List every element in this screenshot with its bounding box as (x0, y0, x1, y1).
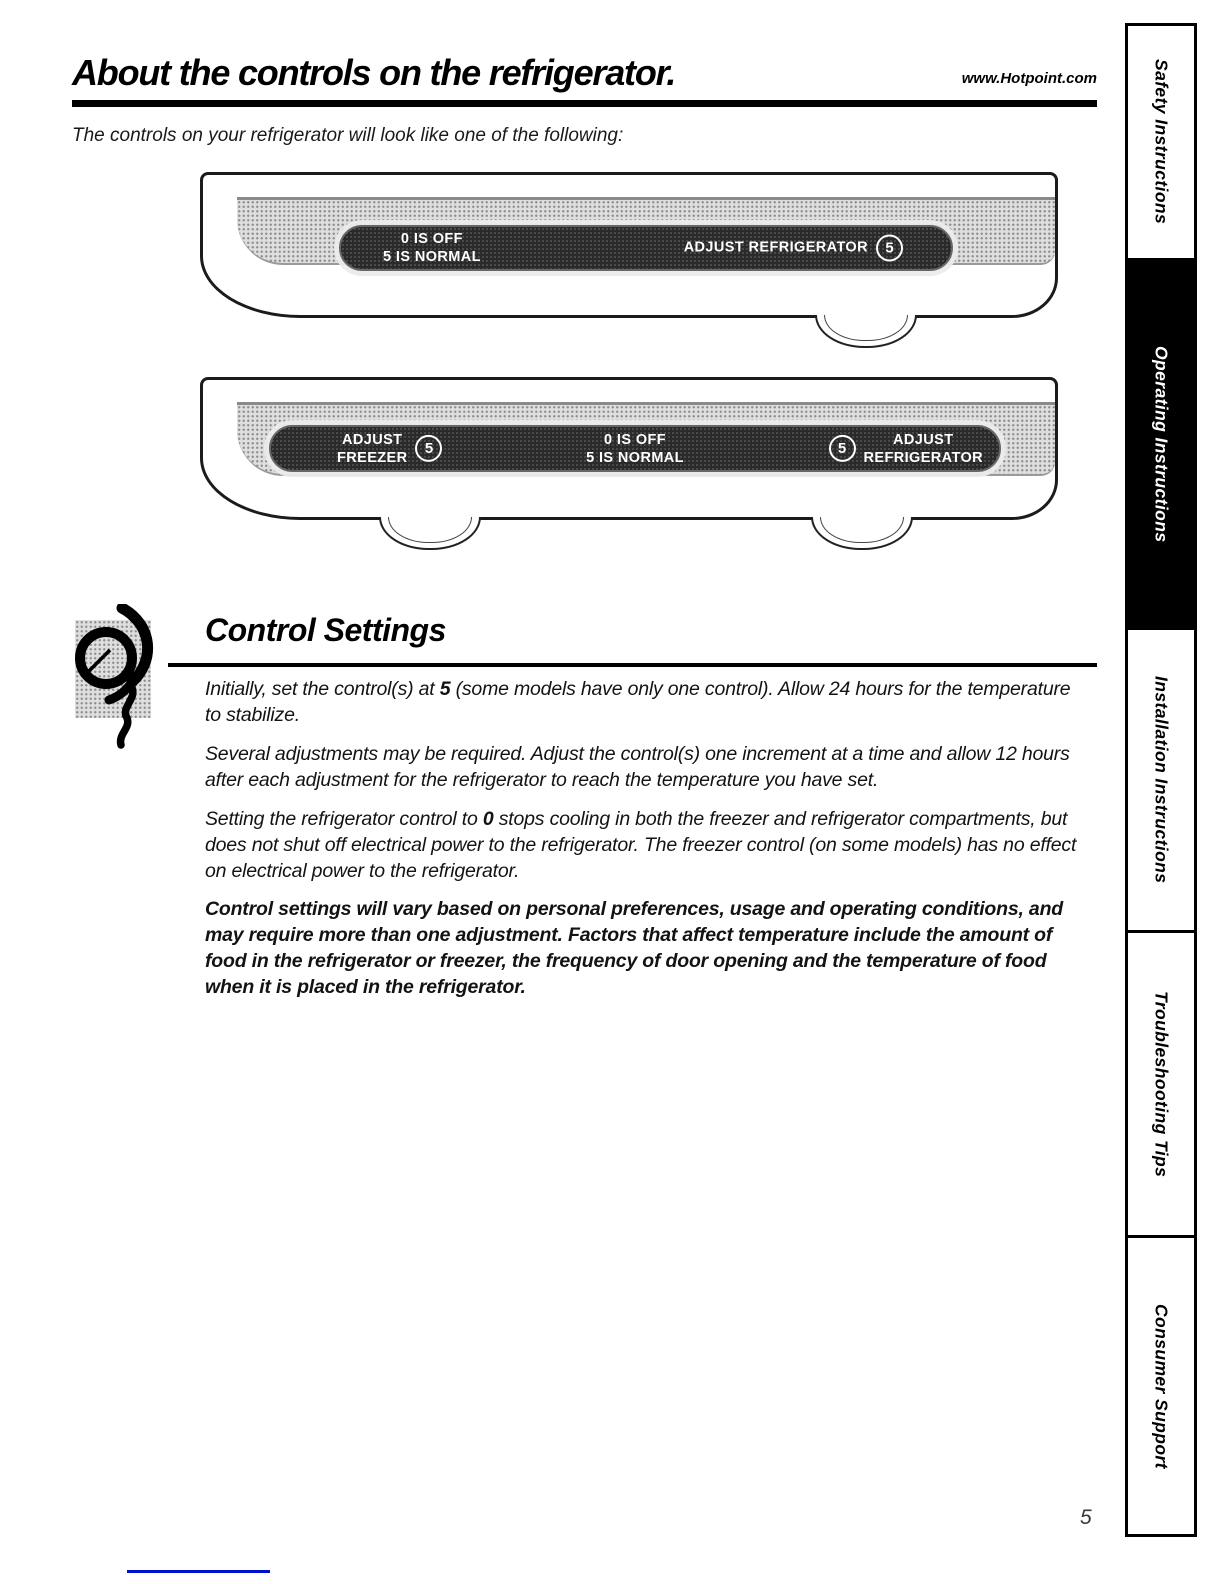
legend-line-normal: 5 IS NORMAL (586, 449, 684, 466)
paragraph-settings-vary: Control settings will vary based on personal preferences, usage and operating conditions, and may require more than one adjustment. Factors that affect temperature include the amount of food in the refrigerator or freezer, the frequency of door opening and the temperature of food when it is placed in the refrigerator. (205, 898, 1063, 999)
hand-dial-drawing (68, 604, 162, 750)
tab-installation-instructions: Installation Instructions (1125, 627, 1197, 933)
scale-legend (586, 430, 684, 466)
tab-consumer-support: Consumer Support (1125, 1235, 1197, 1537)
section-tab-sidebar (1125, 23, 1197, 1537)
dial-knob (815, 315, 917, 348)
bold-value-5: 5 (439, 678, 451, 700)
website-text: www.Hotpoint.com (961, 70, 1097, 87)
paragraph-text: stops cooling in both the freezer and refrigerator compartments, but does not shut off electrical power to the refrigerator. The freezer control (on some models) has no effect on electrical power to the refrigerator. (205, 807, 1077, 882)
legend-line-normal: 5 IS NORMAL (383, 249, 481, 265)
intro-text: The controls on your refrigerator will look like one of the following: (72, 125, 624, 146)
control-panel-dual-illustration (200, 377, 1058, 520)
tab-safety-instructions: Safety Instructions (1125, 23, 1197, 261)
page-number: 5 (1080, 1506, 1092, 1529)
body-text (205, 677, 1079, 1014)
legend-line-off: 0 IS OFF (400, 230, 463, 247)
control-panel-single-illustration (200, 172, 1058, 318)
adjust-freezer-label-line2: FREEZER (337, 449, 408, 466)
tab-troubleshooting-tips: Troubleshooting Tips (1125, 930, 1197, 1238)
legend-line-off: 0 IS OFF (603, 431, 667, 448)
adjust-refrigerator-control (829, 430, 983, 466)
paragraph-text: Setting the refrigerator control to (205, 807, 483, 830)
hand-turning-dial-icon (68, 604, 162, 750)
bold-value-0: 0 (482, 807, 494, 830)
adjust-freezer-control (337, 430, 442, 466)
freezer-setting-dial: 5 (415, 435, 442, 462)
dial-knob (811, 517, 913, 550)
paragraph-text: Initially, set the control(s) at (205, 678, 440, 700)
section-heading: Control Settings (205, 612, 446, 648)
tab-operating-instructions: Operating Instructions (1125, 258, 1197, 630)
refrigerator-setting-dial: 5 (829, 435, 856, 462)
blue-underline-mark (127, 1570, 270, 1573)
scale-legend (383, 230, 481, 266)
control-strip-dual (269, 425, 1001, 472)
refrigerator-setting-dial: 5 (876, 235, 903, 262)
title-divider (72, 100, 1097, 107)
paragraph-zero-setting (205, 807, 1079, 885)
paragraph-initial-setting (205, 677, 1079, 729)
section-divider (168, 663, 1097, 667)
dial-knob (379, 517, 481, 550)
page-title: About the controls on the refrigerator. (72, 52, 676, 93)
adjust-refrigerator-control (684, 235, 903, 262)
paragraph-adjustments: Several adjustments may be required. Adjust the control(s) one increment at a time and allow 12 hours after each adjustment for the refrigerator to reach the temperature you have set. (205, 742, 1070, 791)
adjust-refrigerator-label-line1: ADJUST (893, 431, 954, 448)
adjust-refrigerator-label: ADJUST REFRIGERATOR (683, 239, 868, 256)
control-strip-single (339, 225, 953, 271)
adjust-refrigerator-label-line2: REFRIGERATOR (863, 449, 983, 466)
adjust-freezer-label-line1: ADJUST (342, 431, 403, 448)
paragraph-text: (some models have only one control). Allow 24 hours for the temperature to stabilize. (205, 678, 1071, 726)
